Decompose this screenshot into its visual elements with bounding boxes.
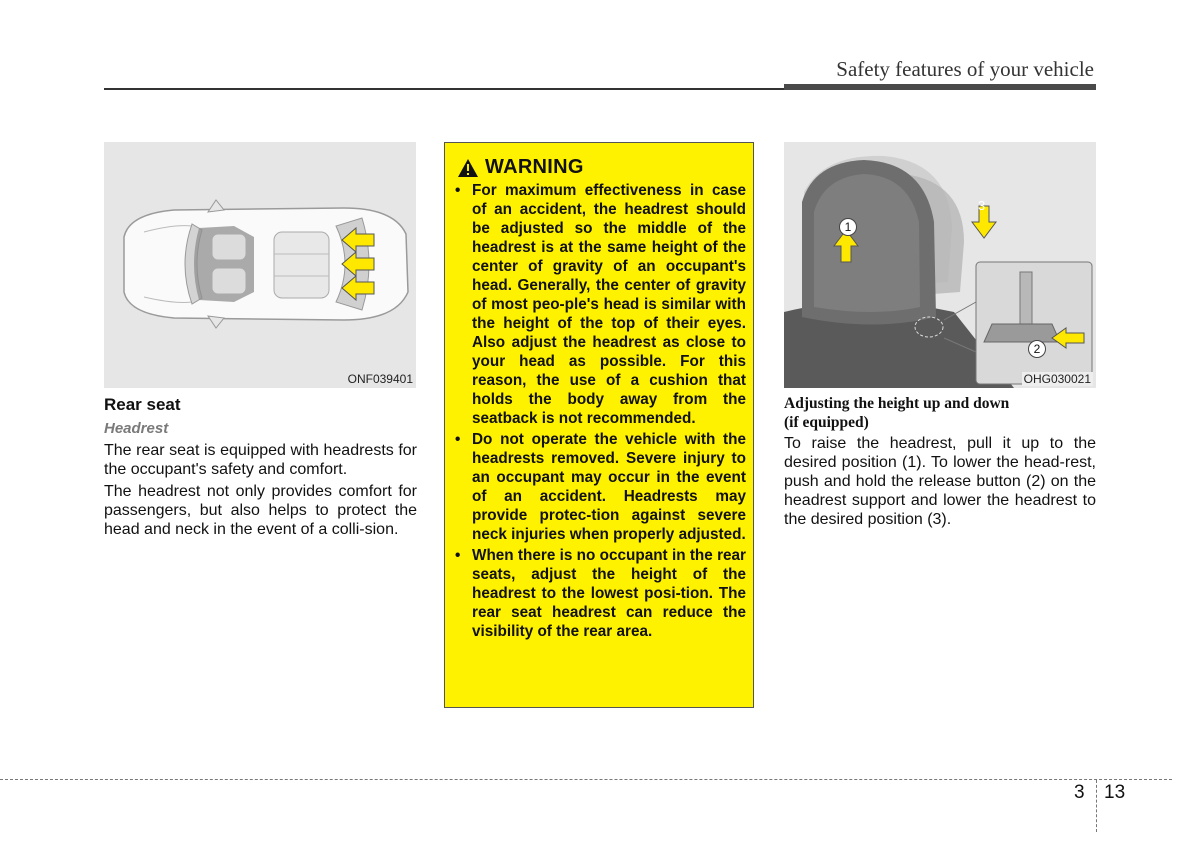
figure-code: ONF039401 — [347, 372, 413, 386]
warning-item — [453, 546, 746, 641]
body-text: To raise the headrest, pull it up to the desired position (1). To lower the head-rest, push and hold the release button (2) on the headrest support and lower the headrest to the desired position (3). — [784, 435, 1096, 528]
warning-triangle-icon — [457, 158, 479, 178]
header-rule — [104, 88, 784, 90]
figure-label-3: 3 — [978, 198, 986, 213]
warning-box — [444, 142, 754, 708]
header-rule-accent — [784, 84, 1096, 90]
warning-list — [453, 181, 746, 643]
page-number: 13 — [1104, 782, 1126, 803]
body-text — [104, 441, 417, 542]
warning-item — [453, 181, 746, 428]
bullet-icon: • — [455, 431, 461, 448]
chapter-number: 3 — [1074, 782, 1085, 803]
warning-header — [457, 156, 584, 179]
section-heading: Rear seat — [104, 395, 181, 414]
footer-rule — [0, 779, 1172, 780]
headrest-adjustment-figure — [784, 142, 1096, 388]
caption-line: (if equipped) — [784, 414, 869, 431]
figure-caption — [784, 394, 1096, 432]
car-top-view-figure — [104, 142, 416, 388]
bullet-icon: • — [455, 547, 461, 564]
paragraph: The rear seat is equipped with headrests for the occupant's safety and comfort. — [104, 442, 417, 478]
page-header-title: Safety features of your vehicle — [836, 57, 1094, 81]
figure-label-2: 2 — [1028, 340, 1046, 358]
headrest-illustration — [784, 142, 1096, 388]
footer-divider — [1096, 780, 1097, 832]
warning-item — [453, 430, 746, 544]
figure-code: OHG030021 — [1023, 372, 1091, 386]
warning-title: WARNING — [485, 156, 584, 178]
warning-item-text: When there is no occupant in the rear seats, adjust the height of the headrest to the lowest posi-tion. The rear seat headrest can reduce the visibility of the rear area. — [472, 547, 746, 640]
bullet-icon: • — [455, 182, 461, 199]
figure-label-1: 1 — [839, 218, 857, 236]
warning-item-text: Do not operate the vehicle with the headrests removed. Severe injury to an occupant may occur in the event of an accident. Headrests may provide protec-tion against severe neck injuries when properly adjusted. — [472, 431, 746, 543]
paragraph: The headrest not only provides comfort for passengers, but also helps to protect the head and neck in the event of a colli-sion. — [104, 483, 417, 538]
car-illustration — [104, 142, 416, 388]
caption-line: Adjusting the height up and down — [784, 395, 1010, 412]
warning-item-text: For maximum effectiveness in case of an accident, the headrest should be adjusted so the middle of the headrest is at the same height of the center of gravity of an occupant's head. Generally, the center of gravity of most peo-ple's head is similar with the height of the top of their eyes. Also adjust the headrest as close to your head as possible. For this reason, the use of a cushion that holds the body away from the seatback is not recommended. — [472, 182, 746, 427]
section-subheading: Headrest — [104, 420, 169, 437]
